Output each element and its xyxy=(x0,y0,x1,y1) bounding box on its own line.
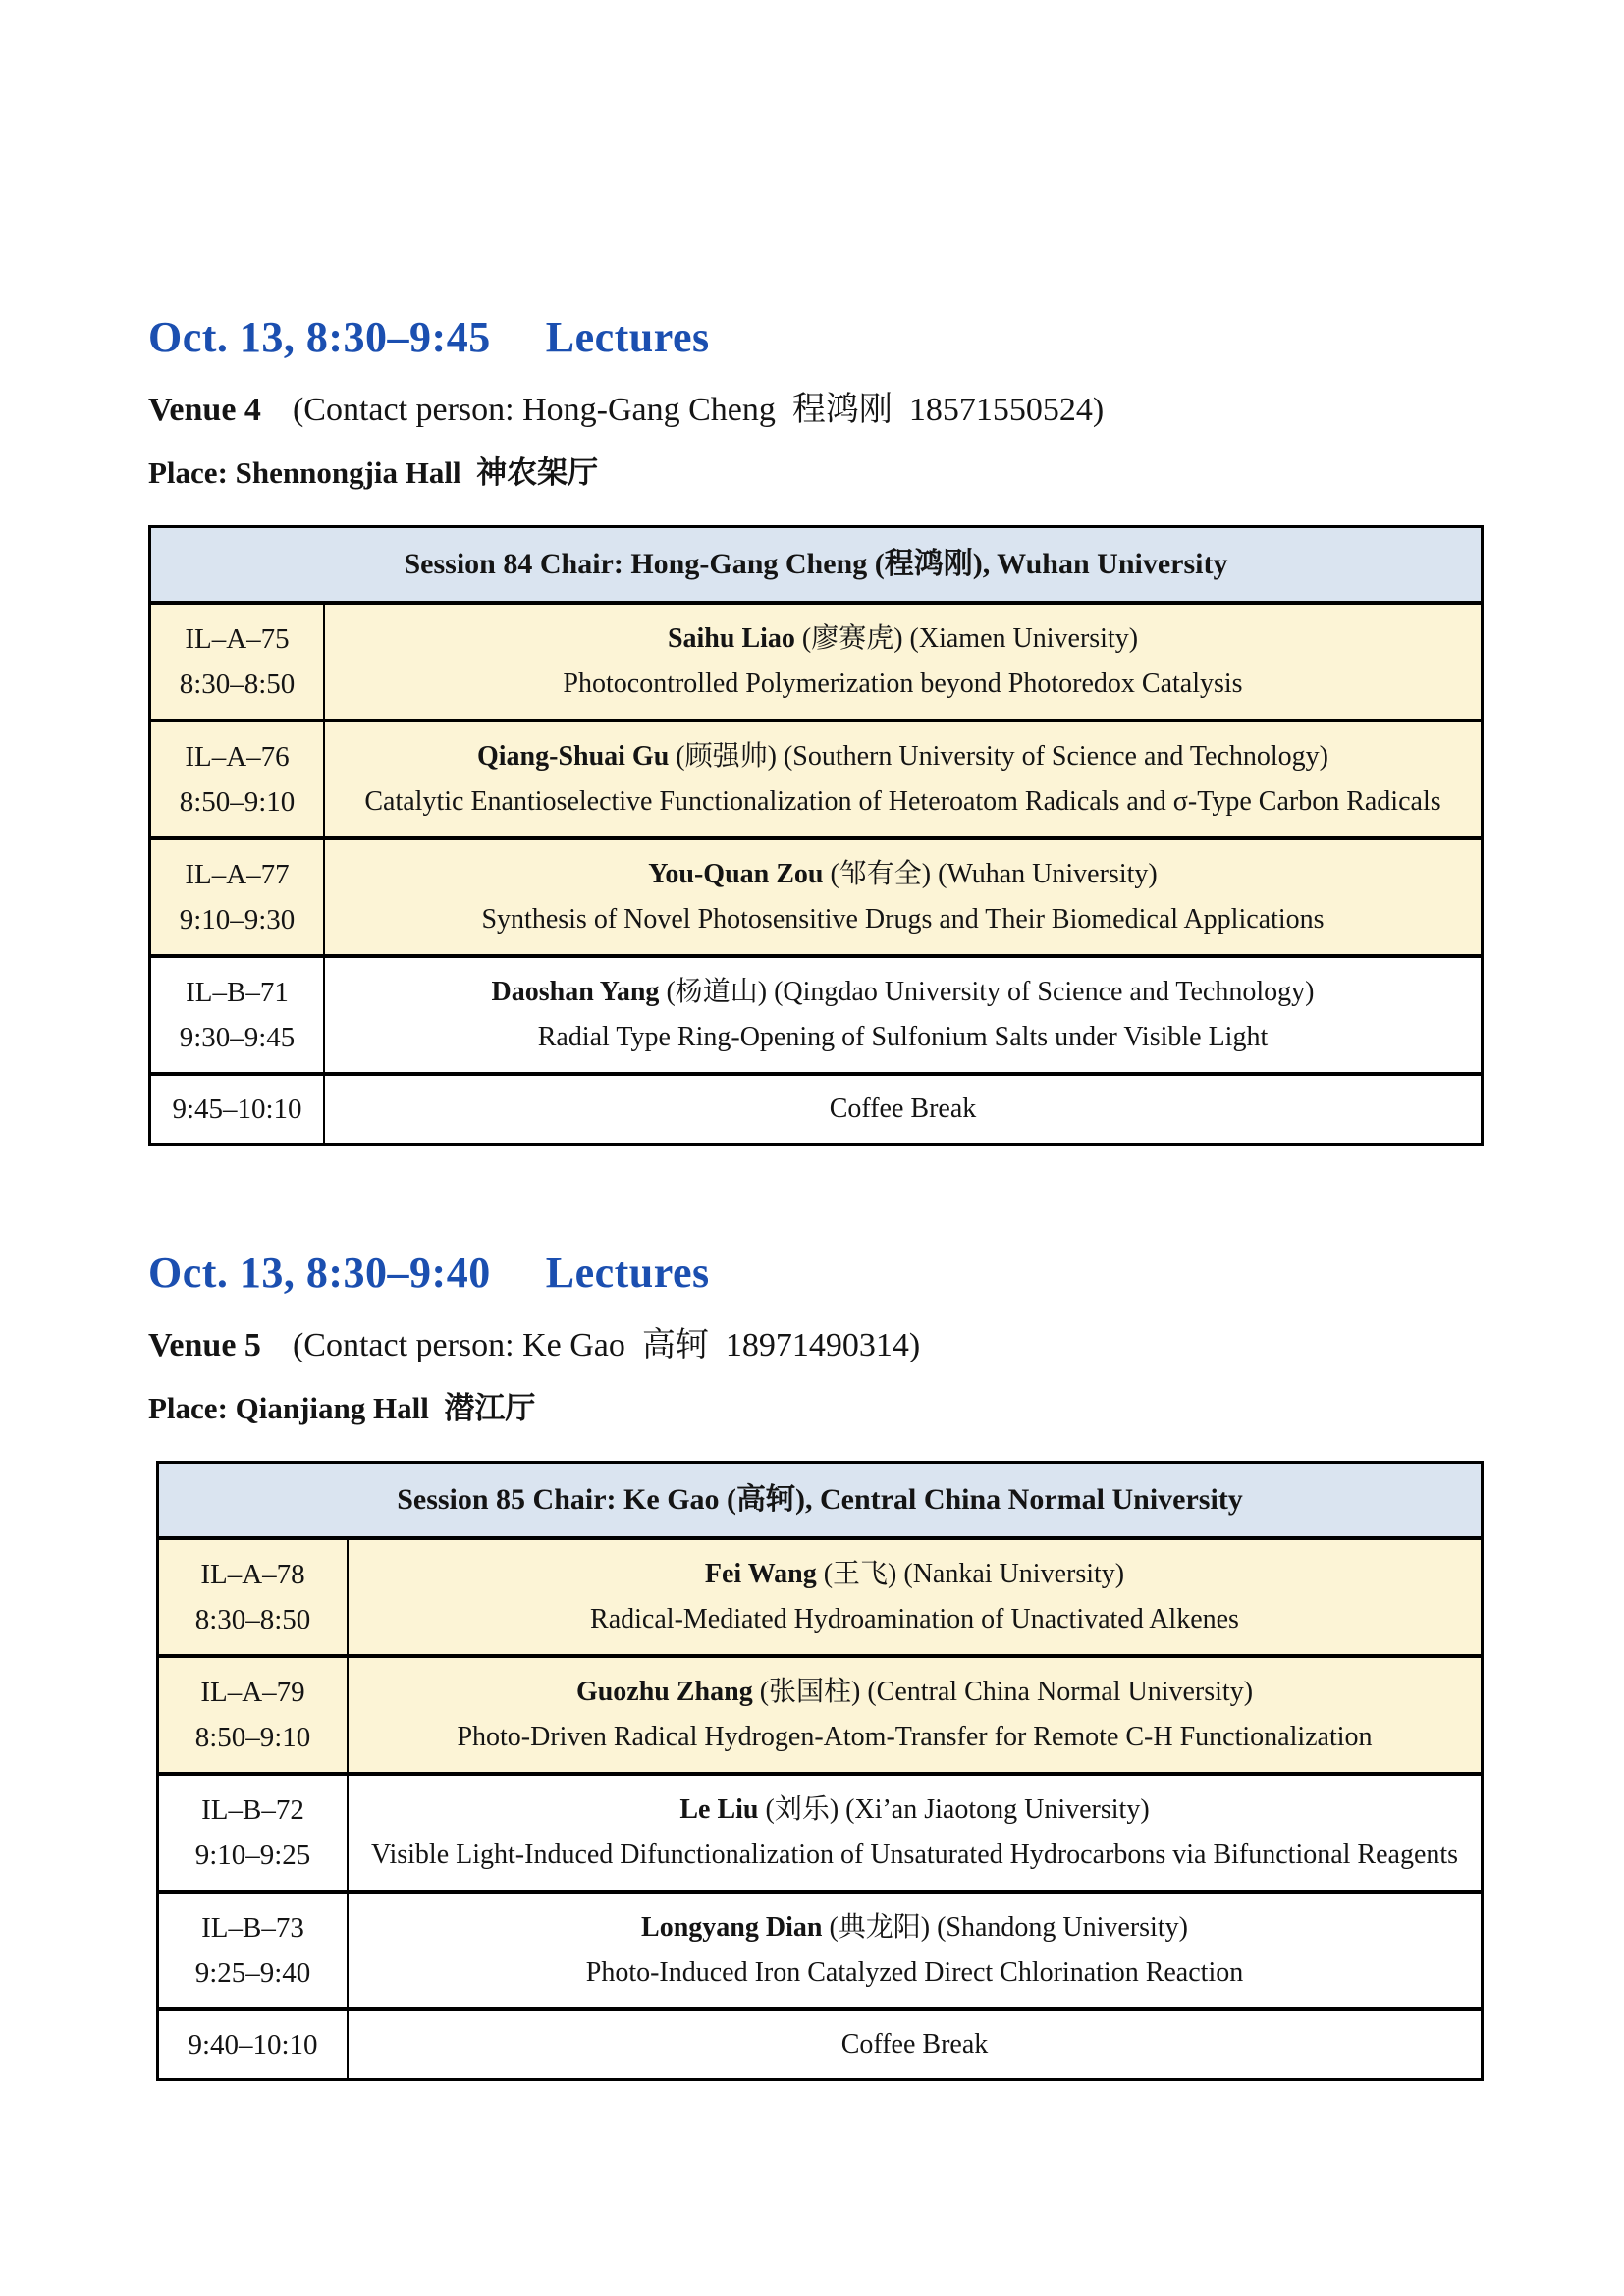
speaker-name: Fei Wang xyxy=(704,1559,817,1589)
venue-contact: (Contact person: Hong-Gang Cheng 程鸿刚 18571550524) xyxy=(292,392,1105,428)
table-row xyxy=(159,1772,1481,1890)
speaker-name: Saihu Liao xyxy=(667,623,795,654)
talk-title: Catalytic Enantioselective Functionalization of Heteroatom Radicals and σ-Type Carbon Radicals xyxy=(364,786,1441,817)
table-row xyxy=(151,719,1481,836)
speaker-affiliation: (刘乐) (Xi’an Jiaotong University) xyxy=(758,1794,1150,1825)
table-row xyxy=(151,836,1481,954)
venue-contact: (Contact person: Ke Gao 高轲 18971490314) xyxy=(292,1327,921,1363)
talk-time: 8:30–8:50 xyxy=(179,668,296,700)
speaker-affiliation: (杨道山) (Qingdao University of Science and Technology) xyxy=(659,977,1315,1007)
talk-cell xyxy=(325,722,1481,836)
time-cell xyxy=(151,1076,325,1143)
table-row xyxy=(159,1536,1481,1654)
speaker-line xyxy=(341,616,1465,662)
talk-cell xyxy=(325,840,1481,954)
speaker-affiliation: (邹有全) (Wuhan University) xyxy=(823,859,1158,889)
talk-time: 9:30–9:45 xyxy=(179,1022,296,1053)
talk-code: IL–B–73 xyxy=(201,1912,304,1944)
talk-code: IL–A–76 xyxy=(185,741,290,773)
section-title xyxy=(148,312,1484,363)
talk-cell xyxy=(349,1540,1481,1654)
speaker-name: Guozhu Zhang xyxy=(575,1677,753,1707)
talk-cell xyxy=(349,1658,1481,1772)
talk-cell xyxy=(349,1894,1481,2007)
talk-title: Radical-Mediated Hydroamination of Unactivated Alkenes xyxy=(590,1604,1239,1634)
session-table xyxy=(156,1461,1484,2081)
talk-title: Visible Light-Induced Difunctionalization of Unsaturated Hydrocarbons via Bifunctional Reagents xyxy=(370,1840,1459,1870)
section-title-datetime: Oct. 13, 8:30–9:45 xyxy=(148,313,491,361)
break-cell xyxy=(325,1076,1481,1143)
section-title-type: Lectures xyxy=(545,313,710,361)
section-venue4 xyxy=(148,312,1484,1146)
speaker-name: You-Quan Zou xyxy=(648,859,824,889)
talk-cell xyxy=(349,1776,1481,1890)
speaker-line xyxy=(341,734,1465,779)
time-cell xyxy=(159,1894,349,2007)
break-time: 9:45–10:10 xyxy=(172,1094,302,1125)
talk-time: 9:25–9:40 xyxy=(194,1957,311,1989)
speaker-line xyxy=(364,1552,1465,1597)
place-line: Place: Shennongjia Hall 神农架厅 xyxy=(148,455,599,490)
time-cell xyxy=(159,1540,349,1654)
section-title-datetime: Oct. 13, 8:30–9:40 xyxy=(148,1249,491,1297)
speaker-line xyxy=(341,852,1465,897)
speaker-affiliation: (张国柱) (Central China Normal University) xyxy=(752,1677,1254,1707)
table-row xyxy=(159,1890,1481,2007)
section-title-type: Lectures xyxy=(545,1249,710,1297)
talk-title: Synthesis of Novel Photosensitive Drugs and Their Biomedical Applications xyxy=(481,904,1325,934)
speaker-affiliation: (典龙阳) (Shandong University) xyxy=(822,1912,1188,1943)
speaker-affiliation: (王飞) (Nankai University) xyxy=(816,1559,1125,1589)
talk-title: Photocontrolled Polymerization beyond Photoredox Catalysis xyxy=(563,668,1243,699)
speaker-line xyxy=(341,970,1465,1015)
talk-time: 9:10–9:25 xyxy=(194,1840,311,1871)
time-cell xyxy=(151,958,325,1072)
speaker-affiliation: (顾强帅) (Southern University of Science and Technology) xyxy=(669,741,1328,772)
speaker-name: Qiang-Shuai Gu xyxy=(476,741,670,772)
table-row xyxy=(151,954,1481,1072)
coffee-break-row xyxy=(159,2007,1481,2078)
speaker-affiliation: (廖赛虎) (Xiamen University) xyxy=(794,623,1139,654)
talk-cell xyxy=(325,958,1481,1072)
break-label: Coffee Break xyxy=(840,2029,989,2059)
venue-line xyxy=(148,389,1484,432)
time-cell xyxy=(159,1776,349,1890)
talk-title: Photo-Induced Iron Catalyzed Direct Chlorination Reaction xyxy=(585,1957,1244,1988)
talk-time: 8:50–9:10 xyxy=(194,1722,311,1753)
talk-cell xyxy=(325,605,1481,719)
talk-time: 8:50–9:10 xyxy=(179,786,296,818)
speaker-line xyxy=(364,1788,1465,1833)
session-header-row: Session 85 Chair: Ke Gao (高轲), Central China Normal University xyxy=(159,1464,1481,1536)
talk-time: 9:10–9:30 xyxy=(179,904,296,935)
section-venue5 xyxy=(148,1248,1484,2081)
table-row xyxy=(151,601,1481,719)
talk-code: IL–A–78 xyxy=(200,1559,305,1590)
session-table xyxy=(148,525,1484,1146)
table-row xyxy=(159,1654,1481,1772)
break-cell xyxy=(349,2011,1481,2078)
speaker-name: Le Liu xyxy=(679,1794,759,1825)
venue-line xyxy=(148,1324,1484,1367)
break-time: 9:40–10:10 xyxy=(188,2029,318,2060)
session-header-row: Session 84 Chair: Hong-Gang Cheng (程鸿刚), Wuhan University xyxy=(151,528,1481,601)
break-label: Coffee Break xyxy=(829,1094,977,1124)
time-cell xyxy=(159,2011,349,2078)
talk-code: IL–B–71 xyxy=(186,977,289,1008)
talk-code: IL–B–72 xyxy=(201,1794,304,1826)
talk-code: IL–A–79 xyxy=(200,1677,305,1708)
speaker-name: Daoshan Yang xyxy=(491,977,660,1007)
section-title xyxy=(148,1248,1484,1299)
talk-time: 8:30–8:50 xyxy=(194,1604,311,1635)
venue-label: Venue 5 xyxy=(148,1327,261,1363)
coffee-break-row xyxy=(151,1072,1481,1143)
talk-title: Radial Type Ring-Opening of Sulfonium Salts under Visible Light xyxy=(537,1022,1269,1052)
speaker-line xyxy=(364,1670,1465,1715)
talk-code: IL–A–75 xyxy=(185,623,290,655)
place-line: Place: Qianjiang Hall 潜江厅 xyxy=(148,1391,536,1425)
time-cell xyxy=(159,1658,349,1772)
venue-label: Venue 4 xyxy=(148,392,261,428)
talk-code: IL–A–77 xyxy=(185,859,290,890)
speaker-name: Longyang Dian xyxy=(641,1912,823,1943)
speaker-line xyxy=(364,1905,1465,1950)
talk-title: Photo-Driven Radical Hydrogen-Atom-Transfer for Remote C-H Functionalization xyxy=(457,1722,1373,1752)
time-cell xyxy=(151,722,325,836)
time-cell xyxy=(151,840,325,954)
time-cell xyxy=(151,605,325,719)
